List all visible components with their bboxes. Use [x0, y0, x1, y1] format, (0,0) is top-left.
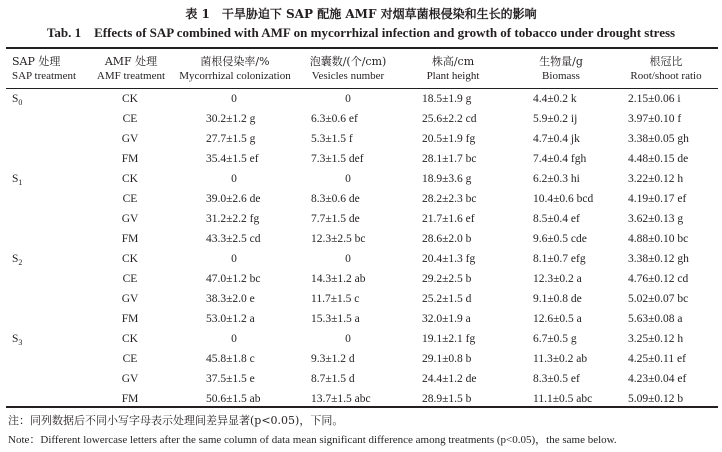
biomass-cell: 8.1±0.7 efg	[533, 253, 586, 265]
biomass-cell: 4.4±0.2 k	[533, 93, 577, 105]
plant-height-cell: 28.6±2.0 b	[422, 233, 472, 245]
sap-group-label	[12, 172, 22, 190]
vesicles-cell: 11.7±1.5 c	[311, 293, 360, 305]
sap-group-subscript: 2	[18, 258, 23, 267]
vesicles-cell: 7.3±1.5 def	[311, 153, 364, 165]
biomass-cell: 11.1±0.5 abc	[533, 393, 593, 405]
sap-group-subscript: 1	[18, 178, 23, 187]
header-vesicles-cn: 泡囊数/(个/cm)	[309, 55, 387, 68]
header-plant-height-cn: 株高/cm	[431, 55, 475, 68]
header-biomass-en: Biomass	[542, 70, 580, 82]
colonization-cell: 50.6±1.5 ab	[206, 393, 261, 405]
amf-treatment-cell: FM	[121, 153, 139, 165]
vesicles-cell: 9.3±1.2 d	[311, 353, 355, 365]
amf-treatment-cell: GV	[121, 213, 139, 225]
colonization-cell: 27.7±1.5 g	[206, 133, 256, 145]
biomass-cell: 6.2±0.3 hi	[533, 173, 580, 185]
header-amf-en: AMF treatment	[96, 70, 166, 82]
plant-height-cell: 18.5±1.9 g	[422, 93, 472, 105]
colonization-cell: 0	[231, 333, 237, 345]
vesicles-cell: 13.7±1.5 abc	[311, 393, 371, 405]
root-shoot-cell: 5.02±0.07 bc	[628, 293, 689, 305]
header-colonization-en: Mycorrhizal colonization	[179, 70, 291, 82]
header-plant-height	[410, 55, 496, 83]
biomass-cell: 9.6±0.5 cde	[533, 233, 587, 245]
table-title-english: Tab. 1 Effects of SAP combined with AMF on mycorrhizal infection and growth of tobacco under drought stress	[46, 25, 676, 40]
header-root-shoot-cn: 根冠比	[649, 55, 683, 68]
colonization-cell: 45.8±1.8 c	[206, 353, 255, 365]
plant-height-cell: 21.7±1.6 ef	[422, 213, 475, 225]
plant-height-cell: 28.1±1.7 bc	[422, 153, 477, 165]
colonization-cell: 38.3±2.0 e	[206, 293, 255, 305]
biomass-cell: 12.6±0.5 a	[533, 313, 582, 325]
vesicles-cell: 8.3±0.6 de	[311, 193, 360, 205]
plant-height-cell: 29.1±0.8 b	[422, 353, 472, 365]
amf-treatment-cell: CK	[122, 253, 138, 265]
header-root-shoot	[618, 55, 714, 83]
biomass-cell: 10.4±0.6 bcd	[533, 193, 594, 205]
vesicles-cell: 15.3±1.5 a	[311, 313, 360, 325]
colonization-cell: 0	[231, 173, 237, 185]
table-title-chinese: 表 1 干旱胁迫下 SAP 配施 AMF 对烟草菌根侵染和生长的影响	[185, 7, 537, 21]
vesicles-cell: 8.7±1.5 d	[311, 373, 355, 385]
root-shoot-cell: 5.63±0.08 a	[628, 313, 683, 325]
plant-height-cell: 28.2±2.3 bc	[422, 193, 477, 205]
colonization-cell: 37.5±1.5 e	[206, 373, 255, 385]
amf-treatment-cell: CE	[122, 193, 138, 205]
colonization-cell: 31.2±2.2 fg	[206, 213, 260, 225]
biomass-cell: 6.7±0.5 g	[533, 333, 577, 345]
root-shoot-cell: 4.88±0.10 bc	[628, 233, 689, 245]
header-vesicles	[300, 55, 396, 83]
biomass-cell: 12.3±0.2 a	[533, 273, 582, 285]
vesicles-cell: 0	[345, 333, 351, 345]
amf-treatment-cell: FM	[121, 233, 139, 245]
amf-treatment-cell: CE	[122, 273, 138, 285]
note-english: Note：Different lowercase letters after the same column of data mean significant difference among treatments (p<0.05)，the same below.	[8, 434, 617, 446]
amf-treatment-cell: FM	[121, 313, 139, 325]
header-root-shoot-en: Root/shoot ratio	[630, 70, 702, 82]
root-shoot-cell: 4.19±0.17 ef	[628, 193, 687, 205]
amf-treatment-cell: FM	[121, 393, 139, 405]
plant-height-cell: 20.4±1.3 fg	[422, 253, 476, 265]
sap-group-subscript: 3	[18, 338, 23, 347]
vesicles-cell: 0	[345, 93, 351, 105]
biomass-cell: 9.1±0.8 de	[533, 293, 582, 305]
root-shoot-cell: 4.48±0.15 de	[628, 153, 689, 165]
header-sap	[12, 55, 76, 83]
header-sap-en: SAP treatment	[12, 70, 77, 82]
colonization-cell: 47.0±1.2 bc	[206, 273, 261, 285]
colonization-cell: 0	[231, 93, 237, 105]
header-rule	[6, 88, 718, 89]
header-colonization	[176, 55, 294, 83]
biomass-cell: 8.3±0.5 ef	[533, 373, 580, 385]
amf-treatment-cell: CE	[122, 353, 138, 365]
plant-height-cell: 24.4±1.2 de	[422, 373, 477, 385]
root-shoot-cell: 3.22±0.12 h	[628, 173, 684, 185]
sap-group-subscript: 0	[18, 98, 23, 107]
root-shoot-cell: 3.25±0.12 h	[628, 333, 684, 345]
amf-treatment-cell: CK	[122, 93, 138, 105]
sap-group-letter: S	[12, 93, 19, 105]
plant-height-cell: 29.2±2.5 b	[422, 273, 472, 285]
vesicles-cell: 12.3±2.5 bc	[311, 233, 366, 245]
header-biomass	[520, 55, 602, 83]
sap-group-letter: S	[12, 253, 19, 265]
root-shoot-cell: 4.76±0.12 cd	[628, 273, 689, 285]
sap-group-label	[12, 252, 22, 270]
header-amf-cn: AMF 处理	[104, 55, 158, 68]
amf-treatment-cell: GV	[121, 133, 139, 145]
amf-treatment-cell: CK	[122, 333, 138, 345]
colonization-cell: 39.0±2.6 de	[206, 193, 261, 205]
root-shoot-cell: 3.38±0.05 gh	[628, 133, 689, 145]
vesicles-cell: 0	[345, 253, 351, 265]
colonization-cell: 43.3±2.5 cd	[206, 233, 261, 245]
colonization-cell: 35.4±1.5 ef	[206, 153, 259, 165]
colonization-cell: 0	[231, 253, 237, 265]
amf-treatment-cell: GV	[121, 293, 139, 305]
root-shoot-cell: 3.62±0.13 g	[628, 213, 684, 225]
biomass-cell: 7.4±0.4 fgh	[533, 153, 587, 165]
amf-treatment-cell: GV	[121, 373, 139, 385]
bottom-rule	[6, 406, 718, 408]
plant-height-cell: 32.0±1.9 a	[422, 313, 471, 325]
sap-group-letter: S	[12, 173, 19, 185]
root-shoot-cell: 5.09±0.12 b	[628, 393, 684, 405]
biomass-cell: 8.5±0.4 ef	[533, 213, 580, 225]
biomass-cell: 4.7±0.4 jk	[533, 133, 580, 145]
top-rule	[6, 47, 718, 49]
amf-treatment-cell: CK	[122, 173, 138, 185]
plant-height-cell: 25.2±1.5 d	[422, 293, 472, 305]
header-biomass-cn: 生物量/g	[539, 55, 583, 68]
vesicles-cell: 0	[345, 173, 351, 185]
plant-height-cell: 28.9±1.5 b	[422, 393, 472, 405]
vesicles-cell: 14.3±1.2 ab	[311, 273, 366, 285]
biomass-cell: 11.3±0.2 ab	[533, 353, 588, 365]
plant-height-cell: 20.5±1.9 fg	[422, 133, 476, 145]
header-plant-height-en: Plant height	[426, 70, 480, 82]
sap-group-label	[12, 332, 22, 350]
header-vesicles-en: Vesicles number	[311, 70, 385, 82]
root-shoot-cell: 4.23±0.04 ef	[628, 373, 687, 385]
root-shoot-cell: 3.97±0.10 f	[628, 113, 682, 125]
note-chinese: 注：同列数据后不同小写字母表示处理间差异显著(p<0.05)，下同。	[8, 414, 344, 427]
plant-height-cell: 25.6±2.2 cd	[422, 113, 477, 125]
vesicles-cell: 6.3±0.6 ef	[311, 113, 358, 125]
sap-group-letter: S	[12, 333, 19, 345]
amf-treatment-cell: CE	[122, 113, 138, 125]
root-shoot-cell: 4.25±0.11 ef	[628, 353, 686, 365]
colonization-cell: 53.0±1.2 a	[206, 313, 255, 325]
root-shoot-cell: 3.38±0.12 gh	[628, 253, 689, 265]
plant-height-cell: 18.9±3.6 g	[422, 173, 472, 185]
header-colonization-cn: 菌根侵染率/%	[200, 55, 270, 68]
root-shoot-cell: 2.15±0.06 i	[628, 93, 681, 105]
sap-group-label	[12, 92, 22, 110]
vesicles-cell: 5.3±1.5 f	[311, 133, 353, 145]
header-sap-cn: SAP 处理	[12, 55, 61, 68]
vesicles-cell: 7.7±1.5 de	[311, 213, 360, 225]
biomass-cell: 5.9±0.2 ij	[533, 113, 578, 125]
colonization-cell: 30.2±1.2 g	[206, 113, 256, 125]
plant-height-cell: 19.1±2.1 fg	[422, 333, 476, 345]
header-amf	[94, 55, 168, 83]
